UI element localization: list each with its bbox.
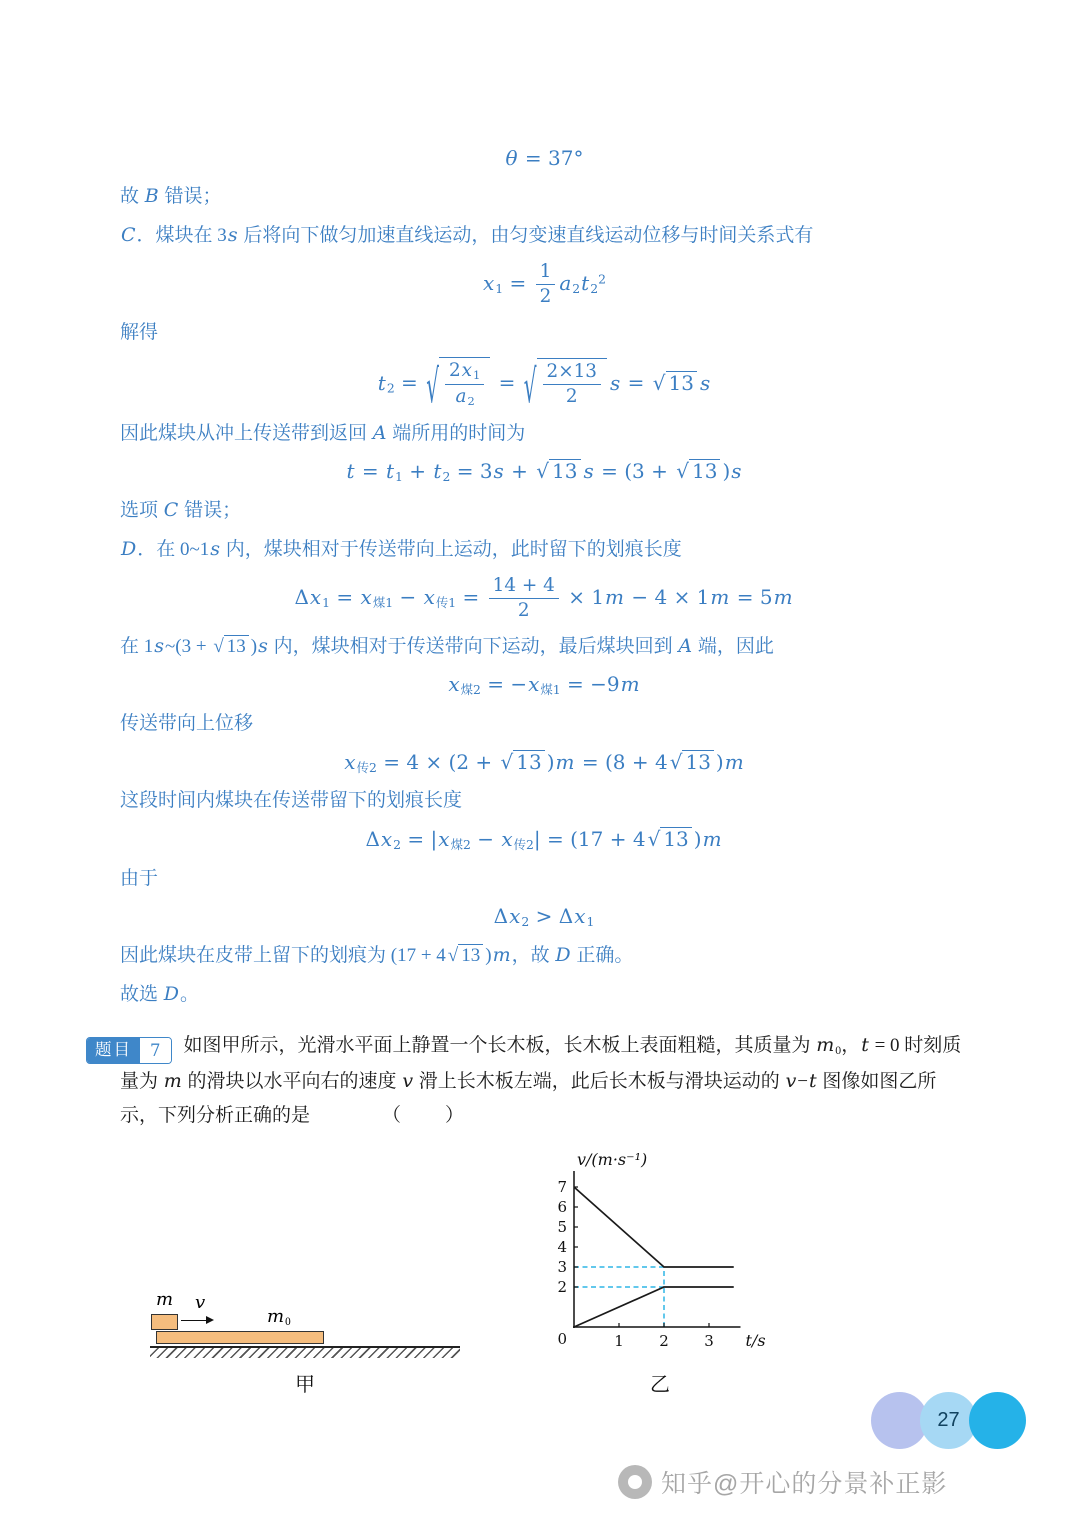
solution-line-c-wrong: 选项 C 错误；: [120, 498, 242, 521]
velocity-arrow-icon: [181, 1320, 211, 1321]
figure-yi: [540, 1151, 780, 1397]
equation-xmei2: $x_{煤2} = -x_{煤1} = -9m$: [448, 672, 640, 698]
slider-block: [151, 1314, 178, 1330]
problem-7: [95, 1028, 968, 1134]
svg-text:4: 4: [557, 1238, 567, 1257]
problem-badge: [86, 1037, 172, 1064]
figures-row: [120, 1151, 968, 1397]
solution-line-because: 由于: [120, 867, 159, 889]
vt-graph: [540, 1151, 780, 1353]
svg-text:1: 1: [614, 1332, 624, 1351]
plank-mass-label: $m_0$: [267, 1305, 291, 1328]
answer-blank: （ ）: [382, 1105, 467, 1127]
solution-line-scratch-intro: 这段时间内煤块在传送带留下的划痕长度: [120, 790, 463, 812]
solution-line-second-phase: 在 1s~(3 + √ 13 )s 内，煤块相对于传送带向下运动，最后煤块回到 A 端，因此: [120, 634, 774, 657]
solution-line-belt-displacement: 传送带向上位移: [120, 713, 254, 735]
solution-line-total-time-intro: 因此煤块从冲上传送带到返回 A 端所用的时间为: [120, 421, 526, 444]
svg-text:3: 3: [557, 1258, 567, 1277]
svg-text:2: 2: [659, 1332, 669, 1351]
solution-line-b-wrong: 故 B 错误；: [120, 185, 222, 207]
block-on-plank-diagram: [150, 1282, 460, 1358]
solution-line-d-intro: D．在 0~1s 内，煤块相对于传送带向上运动，此时留下的划痕长度: [121, 538, 682, 561]
equation-xchuan2: $x_{传2} = 4 \times (2$ + √ 13 )m = (8 + 4 √ 13 )m: [344, 749, 744, 775]
page-footer: [871, 1392, 1026, 1449]
figure-jia: [150, 1282, 460, 1397]
figure-yi-caption: 乙: [650, 1374, 670, 1397]
decoration-circle-right: [969, 1392, 1026, 1449]
solution-line-answer: 故选 D。: [120, 983, 200, 1006]
equation-t2: $t_2$ = √ $\frac{2x_1}{a_2}$ = √ $\frac{2\times 13}{2}$ s = √ 13 s: [377, 358, 711, 414]
svg-text:7: 7: [557, 1178, 567, 1197]
equation-dx2: $\Delta x_2 = |x_{煤2} - x_{传2}| = (17 + 4$ √ 13 )m: [365, 826, 722, 852]
svg-text:3: 3: [704, 1332, 714, 1351]
watermark: [618, 1464, 947, 1500]
equation-total-time: $t = t_1 + t_2 = 3s$ + √ 13 s = (3 + √ 13 )s: [346, 458, 742, 485]
svg-text:v/(m·s⁻¹): v/(m·s⁻¹): [577, 1151, 648, 1170]
watermark-text: 知乎@开心的分景补正影: [661, 1470, 948, 1498]
svg-text:6: 6: [557, 1198, 567, 1217]
velocity-label: v: [195, 1292, 206, 1314]
equation-dx1: $\Delta x_1 = x_{煤1} - x_{传1}$ = $\frac{14 + 4}{2}$ × 1m − 4 × 1m = 5m: [294, 574, 793, 621]
problem-text: 如图甲所示，光滑水平面上静置一个长木板，长木板上表面粗糙，其质量为 $m_0$，t = 0 时刻质量为 m 的滑块以水平向右的速度 v 滑上长木板左端，此后长木板与滑块运动的 v−t 图像如图乙所示，下列分析正确的是: [120, 1033, 962, 1127]
plank: [156, 1331, 324, 1344]
solution-line-c-intro: C．煤块在 3s 后将向下做匀加速直线运动，由匀变速直线运动位移与时间关系式有: [121, 224, 814, 247]
svg-text:0: 0: [557, 1330, 567, 1349]
page-number: 27: [937, 1409, 960, 1431]
equation-compare: $\Delta x_2 > \Delta x_1$: [493, 904, 595, 930]
equation-x1: $x_1$ = $\frac{1}{2}$ $a_2t_2^2$: [482, 260, 606, 307]
problem-badge-number: 7: [140, 1038, 171, 1063]
svg-text:2: 2: [557, 1278, 567, 1297]
block-mass-label: m: [156, 1289, 174, 1311]
svg-text:t/s: t/s: [745, 1331, 766, 1351]
solution-line-solve: 解得: [120, 322, 159, 344]
camera-logo-icon: [618, 1465, 652, 1499]
problem-badge-label: 题目: [87, 1038, 140, 1063]
equation-theta: θ = 37°: [505, 146, 584, 170]
ground-hatching: [150, 1346, 460, 1358]
figure-jia-caption: 甲: [295, 1374, 315, 1397]
svg-text:5: 5: [557, 1218, 567, 1237]
solution-line-conclusion: 因此煤块在皮带上留下的划痕为 (17 + 4 √ 13 )m，故 D 正确。: [120, 943, 634, 966]
